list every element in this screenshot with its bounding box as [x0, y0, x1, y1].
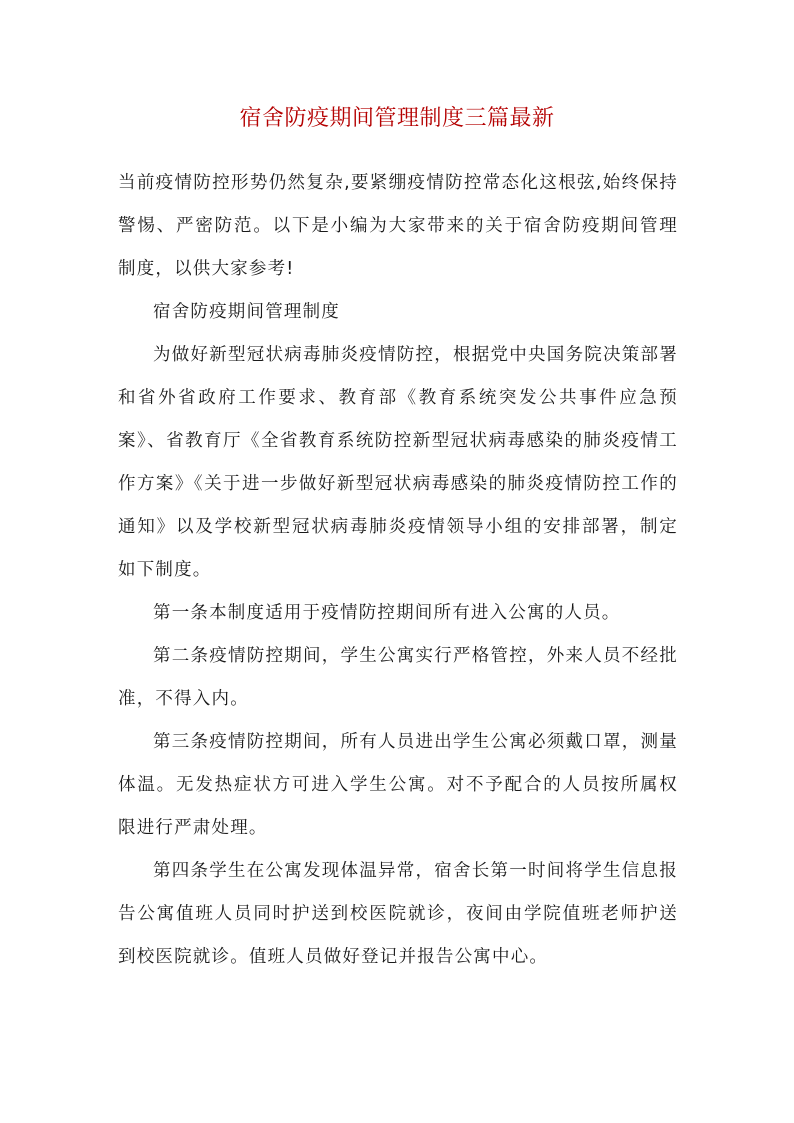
document-title: 宿舍防疫期间管理制度三篇最新	[239, 106, 555, 131]
document-body	[118, 162, 678, 979]
paragraph-article-3: 第三条疫情防控期间，所有人员进出学生公寓必须戴口罩，测量体温。无发热症状方可进入学生公寓。对不予配合的人员按所属权限进行严肃处理。	[118, 732, 678, 838]
paragraph-preamble: 为做好新型冠状病毒肺炎疫情防控，根据党中央国务院决策部署和省外省政府工作要求、教育部《教育系统突发公共事件应急预案》、省教育厅《全省教育系统防控新型冠状病毒感染的肺炎疫情工作方案》《关于进一步做好新型冠状病毒感染的肺炎疫情防控工作的通知》以及学校新型冠状病毒肺炎疫情领导小组的安排部署，制定如下制度。	[118, 345, 678, 580]
paragraph-article-1: 第一条本制度适用于疫情防控期间所有进入公寓的人员。	[153, 603, 621, 623]
paragraph-article-4: 第四条学生在公寓发现体温异常，宿舍长第一时间将学生信息报告公寓值班人员同时护送到校医院就诊，夜间由学院值班老师护送到校医院就诊。值班人员做好登记并报告公寓中心。	[118, 861, 678, 967]
paragraph-intro: 当前疫情防控形势仍然复杂,要紧绷疫情防控常态化这根弦,始终保持警惕、严密防范。以下是小编为大家带来的关于宿舍防疫期间管理制度，以供大家参考!	[118, 173, 678, 279]
paragraph-article-2: 第二条疫情防控期间，学生公寓实行严格管控，外来人员不经批准，不得入内。	[118, 646, 678, 709]
paragraph-subheading: 宿舍防疫期间管理制度	[153, 302, 340, 322]
